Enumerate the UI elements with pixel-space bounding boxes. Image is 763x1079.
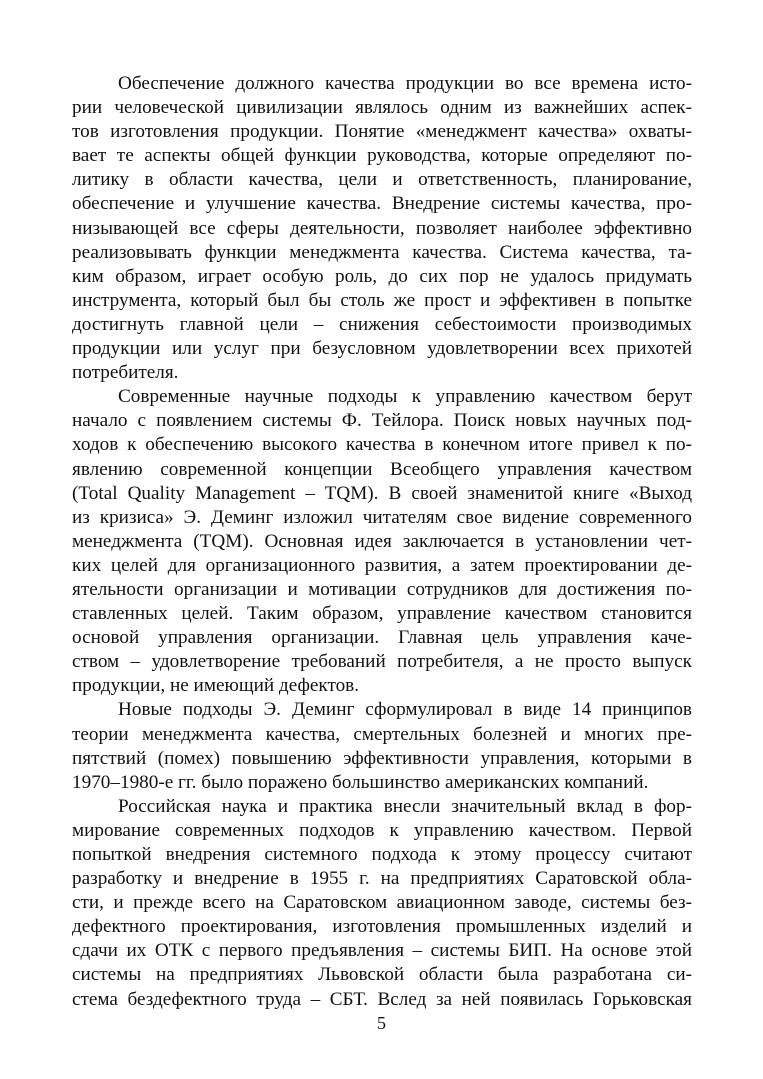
page-number: 5 [377, 1013, 386, 1033]
text-line: ких целей для организационного развития, а затем проектировании де- [72, 554, 692, 576]
document-page [72, 72, 692, 1012]
text-line: явлению современной концепции Всеобщего управления качеством [72, 458, 692, 480]
text-line: обеспечение и улучшение качества. Внедрение системы качества, про- [72, 193, 692, 215]
text-line: из кризиса» Э. Деминг изложил читателям свое видение современного [72, 506, 692, 528]
paragraph-2 [72, 385, 692, 698]
text-line: Современные научные подходы к управлению качеством берут [118, 386, 692, 408]
text-line: рии человеческой цивилизации являлось одним из важнейших аспек- [72, 97, 692, 119]
text-line: разработку и внедрение в 1955 г. на предприятиях Саратовской обла- [72, 868, 692, 890]
text-line: сдачи их ОТК с первого предъявления – системы БИП. На основе этой [72, 940, 692, 962]
text-line: сти, и прежде всего на Саратовском авиационном заводе, системы без- [72, 892, 692, 914]
text-line: стема бездефектного труда – СБТ. Вслед за ней появилась Горьковская [72, 988, 692, 1010]
text-line: Российская наука и практика внесли значительный вклад в фор- [118, 795, 692, 817]
text-line: пятствий (помех) повышению эффективности управления, которыми в [72, 747, 692, 769]
text-line: теории менеджмента качества, смертельных болезней и многих пре- [72, 723, 692, 745]
text-line: продукции, не имеющий дефектов. [72, 675, 360, 697]
paragraph-4 [72, 795, 692, 1012]
text-line: инструмента, который был бы столь же прост и эффективен в попытке [72, 289, 692, 311]
text-line: вает те аспекты общей функции руководства, которые определяют по- [72, 145, 692, 167]
text-line: низывающей все сферы деятельности, позволяет наиболее эффективно [72, 217, 692, 239]
text-line: тов изготовления продукции. Понятие «менеджмент качества» охваты- [72, 121, 692, 143]
text-line: Обеспечение должного качества продукции во все времена исто- [118, 73, 692, 94]
paragraph-3 [72, 698, 692, 794]
text-line: Новые подходы Э. Деминг сформулировал в виде 14 принципов [118, 699, 692, 721]
text-line: 1970–1980-е гг. было поражено большинство американских компаний. [72, 771, 649, 793]
text-line: ходов к обеспечению высокого качества в конечном итоге привел к по- [72, 434, 692, 456]
text-line: попыткой внедрения системного подхода к этому процессу считают [72, 844, 692, 865]
text-line: потребителя. [72, 362, 179, 384]
text-line: ятельности организации и мотивации сотрудников для достижения по- [72, 578, 692, 600]
text-line: достигнуть главной цели – снижения себестоимости производимых [72, 313, 692, 335]
text-line: реализовывать функции менеджмента качества. Система качества, та- [72, 241, 692, 263]
paragraph-1 [72, 72, 692, 385]
text-line: ставленных целей. Таким образом, управление качеством становится [72, 603, 692, 625]
text-line: литику в области качества, цели и ответственность, планирование, [72, 169, 692, 191]
text-line: системы на предприятиях Львовской области была разработана си- [72, 964, 692, 986]
text-line: (Total Quality Management – TQM). В своей знаменитой книге «Выход [72, 482, 692, 504]
text-line: продукции или услуг при безусловном удовлетворении всех прихотей [72, 338, 692, 360]
text-line: ством – удовлетворение требований потребителя, а не просто выпуск [72, 651, 692, 673]
text-line: менеджмента (TQM). Основная идея заключается в установлении чет- [72, 530, 692, 552]
text-line: мирование современных подходов к управлению качеством. Первой [72, 819, 692, 841]
text-line: ким образом, играет особую роль, до сих пор не удалось придумать [72, 265, 692, 287]
text-line: начало с появлением системы Ф. Тейлора. Поиск новых научных под- [72, 410, 692, 432]
text-line: дефектного проектирования, изготовления промышленных изделий и [72, 916, 692, 938]
text-line: основой управления организации. Главная цель управления каче- [72, 627, 692, 649]
